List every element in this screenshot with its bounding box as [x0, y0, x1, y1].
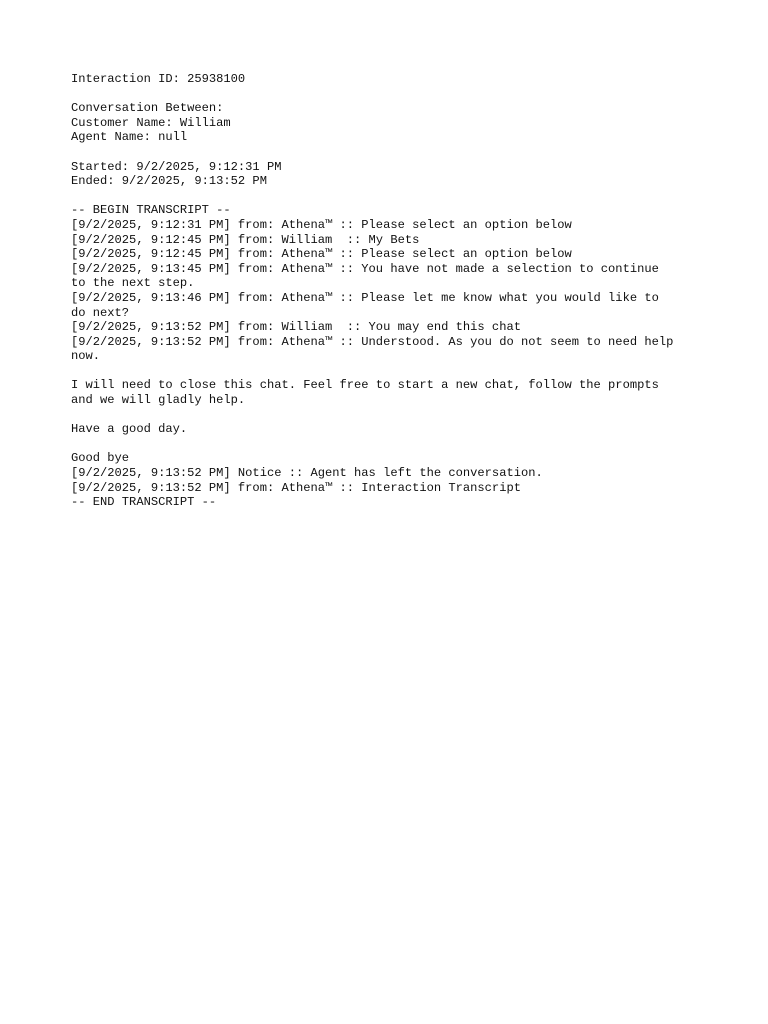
transcript-line: [9/2/2025, 9:13:52 PM] from: Athena™ :: Understood. As you do not seem to need help — [71, 334, 674, 349]
transcript-line: [9/2/2025, 9:13:45 PM] from: Athena™ :: You have not made a selection to continue — [71, 261, 659, 276]
transcript-line: do next? — [71, 305, 130, 320]
good-bye: Good bye — [71, 451, 130, 466]
notice-line: [9/2/2025, 9:13:52 PM] Notice :: Agent has left the conversation. — [71, 466, 543, 481]
transcript-document — [71, 72, 711, 510]
customer-name: Customer Name: William — [71, 115, 231, 130]
transcript-line: [9/2/2025, 9:13:46 PM] from: Athena™ :: Please let me know what you would like to — [71, 290, 659, 305]
conversation-between-label: Conversation Between: — [71, 101, 224, 116]
closing-paragraph-line: and we will gladly help. — [71, 393, 246, 408]
interaction-id: Interaction ID: 25938100 — [71, 72, 246, 86]
spacer — [71, 87, 711, 102]
spacer — [71, 145, 711, 160]
transcript-line: [9/2/2025, 9:12:45 PM] from: Athena™ :: Please select an option below — [71, 247, 572, 262]
begin-transcript-marker: -- BEGIN TRANSCRIPT -- — [71, 203, 231, 218]
started-time: Started: 9/2/2025, 9:12:31 PM — [71, 159, 282, 174]
transcript-line: [9/2/2025, 9:12:31 PM] from: Athena™ :: Please select an option below — [71, 217, 572, 232]
end-transcript-marker: -- END TRANSCRIPT -- — [71, 495, 217, 510]
spacer — [71, 364, 711, 379]
spacer — [71, 408, 711, 423]
transcript-line: to the next step. — [71, 276, 195, 291]
transcript-line: now. — [71, 349, 101, 364]
transcript-line: [9/2/2025, 9:12:45 PM] from: William :: My Bets — [71, 232, 420, 247]
transcript-line: [9/2/2025, 9:13:52 PM] from: William :: You may end this chat — [71, 320, 521, 335]
agent-name: Agent Name: null — [71, 130, 188, 145]
closing-paragraph-line: I will need to close this chat. Feel free to start a new chat, follow the prompts — [71, 378, 659, 393]
spacer — [71, 437, 711, 452]
ended-time: Ended: 9/2/2025, 9:13:52 PM — [71, 174, 267, 189]
spacer — [71, 189, 711, 204]
have-a-good-day: Have a good day. — [71, 422, 188, 437]
final-transcript-line: [9/2/2025, 9:13:52 PM] from: Athena™ :: Interaction Transcript — [71, 480, 521, 495]
